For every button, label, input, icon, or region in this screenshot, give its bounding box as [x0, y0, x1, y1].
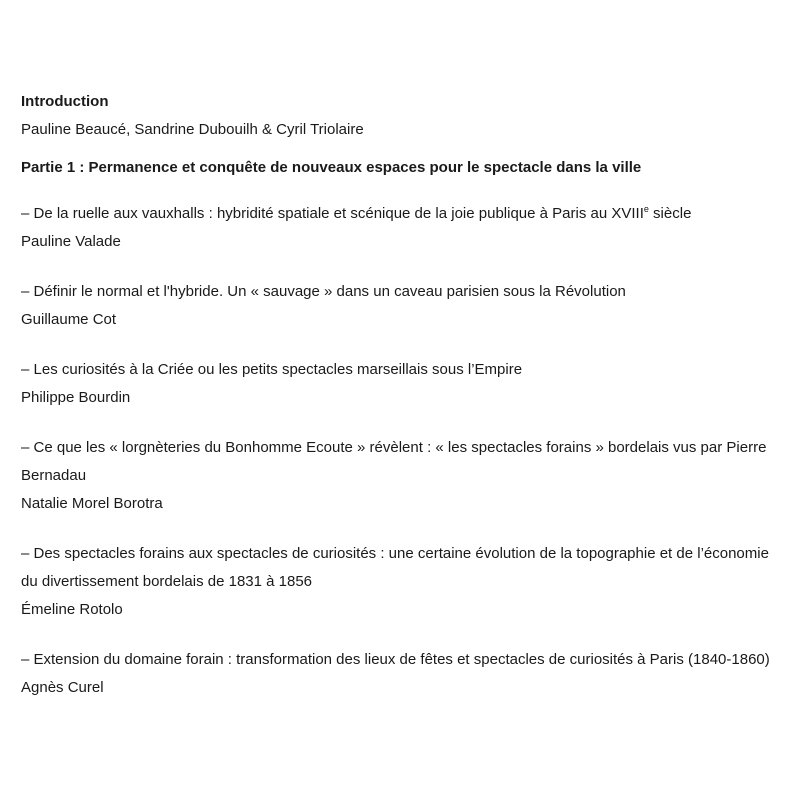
toc-entry [21, 434, 781, 518]
table-of-contents [21, 92, 781, 702]
entry-author: Philippe Bourdin [21, 389, 131, 406]
entry-title-superscript: e [643, 204, 649, 214]
entry-title: – Les curiosités à la Criée ou les petits spectacles marseillais sous l’Empire [21, 361, 523, 378]
entry-title-text: – De la ruelle aux vauxhalls : hybridité spatiale et scénique de la joie publique à Paris au XVIII [21, 205, 644, 222]
entry-title: – Ce que les « lorgnèteries du Bonhomme Ecoute » révèlent : « les spectacles forains » bordelais vus par Pierre Bernadau [21, 439, 767, 484]
toc-entry [21, 646, 781, 702]
toc-entry [21, 278, 781, 334]
entry-title: – Des spectacles forains aux spectacles de curiosités : une certaine évolution de la topographie et de l’économie du divertissement bordelais de 1831 à 1856 [21, 545, 769, 590]
introduction-authors: Pauline Beaucé, Sandrine Dubouilh & Cyril Triolaire [21, 121, 364, 138]
toc-entry [21, 540, 781, 624]
entry-title: – Extension du domaine forain : transformation des lieux de fêtes et spectacles de curiosités à Paris (1840-1860) [21, 651, 770, 668]
toc-entry [21, 200, 781, 256]
entry-title: – Définir le normal et l'hybride. Un « sauvage » dans un caveau parisien sous la Révolution [21, 283, 626, 300]
toc-entry [21, 356, 781, 412]
entry-author: Guillaume Cot [21, 311, 117, 328]
entry-author: Natalie Morel Borotra [21, 495, 163, 512]
entry-title [21, 200, 781, 228]
introduction-heading: Introduction [21, 93, 109, 110]
entry-title-suffix: siècle [648, 205, 692, 222]
entry-author: Agnès Curel [21, 679, 104, 696]
entry-author: Émeline Rotolo [21, 601, 123, 618]
part-heading: Partie 1 : Permanence et conquête de nouveaux espaces pour le spectacle dans la ville [21, 159, 642, 176]
entry-author: Pauline Valade [21, 233, 121, 250]
